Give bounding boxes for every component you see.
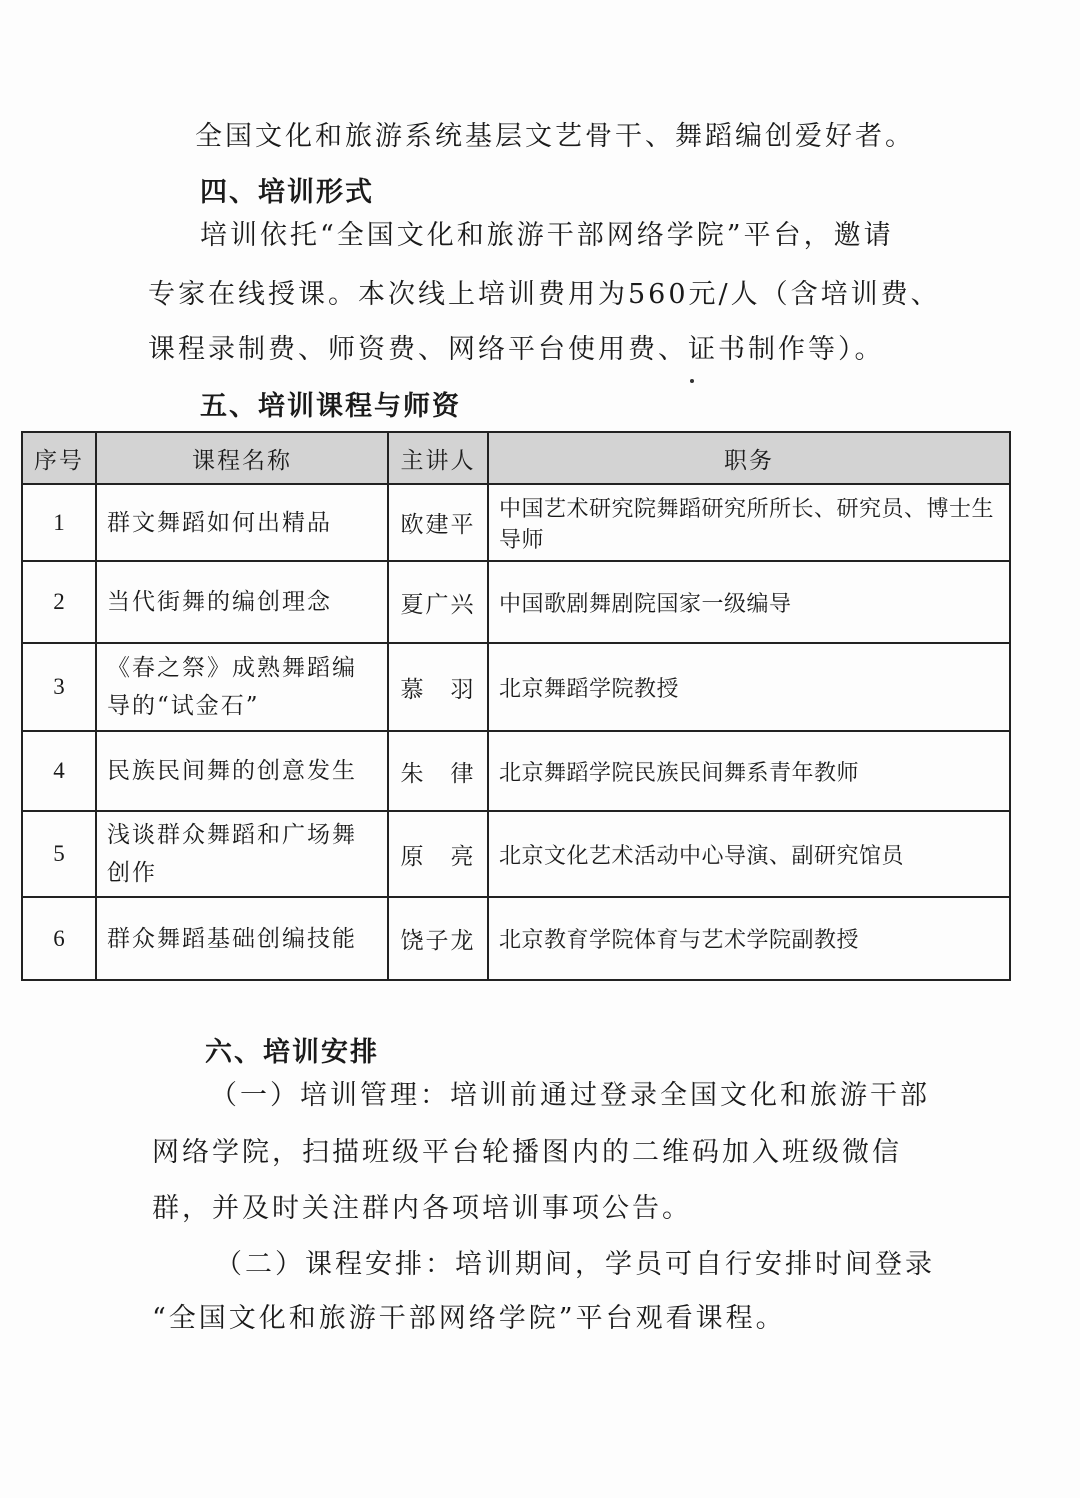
cell-lecturer: 慕 羽 bbox=[388, 643, 488, 731]
cell-seq: 2 bbox=[22, 561, 96, 643]
cell-seq: 5 bbox=[22, 811, 96, 897]
table-row bbox=[22, 897, 1010, 980]
section6-line-3: 群，并及时关注群内各项培训事项公告。 bbox=[152, 1193, 692, 1224]
cell-title: 北京教育学院体育与艺术学院副教授 bbox=[488, 897, 1010, 980]
cell-title: 中国歌剧舞剧院国家一级编导 bbox=[488, 561, 1010, 643]
stray-dot-mark bbox=[690, 379, 694, 383]
header-seq: 序号 bbox=[22, 432, 96, 484]
cell-course: 浅谈群众舞蹈和广场舞创作 bbox=[96, 811, 388, 897]
cell-title: 北京文化艺术活动中心导演、副研究馆员 bbox=[488, 811, 1010, 897]
intro-line: 全国文化和旅游系统基层文艺骨干、舞蹈编创爱好者。 bbox=[195, 121, 915, 152]
cell-lecturer: 饶子龙 bbox=[388, 897, 488, 980]
cell-seq: 6 bbox=[22, 897, 96, 980]
section6-line-1: （一）培训管理：培训前通过登录全国文化和旅游干部 bbox=[210, 1080, 930, 1111]
section5-heading: 五、培训课程与师资 bbox=[200, 391, 461, 422]
cell-course: 群文舞蹈如何出精品 bbox=[96, 484, 388, 561]
table-row bbox=[22, 561, 1010, 643]
section4-heading: 四、培训形式 bbox=[200, 177, 374, 208]
header-lecturer: 主讲人 bbox=[388, 432, 488, 484]
cell-lecturer: 朱 律 bbox=[388, 731, 488, 811]
table-row bbox=[22, 731, 1010, 811]
section4-line-1: 培训依托“全国文化和旅游干部网络学院”平台，邀请 bbox=[200, 220, 894, 251]
cell-lecturer: 夏广兴 bbox=[388, 561, 488, 643]
table-header-row bbox=[22, 432, 1010, 484]
cell-course: 群众舞蹈基础创编技能 bbox=[96, 897, 388, 980]
cell-seq: 1 bbox=[22, 484, 96, 561]
header-course: 课程名称 bbox=[96, 432, 388, 484]
cell-seq: 3 bbox=[22, 643, 96, 731]
table-row bbox=[22, 811, 1010, 897]
cell-lecturer: 原 亮 bbox=[388, 811, 488, 897]
cell-course: 《春之祭》成熟舞蹈编导的“试金石” bbox=[96, 643, 388, 731]
cell-course: 当代街舞的编创理念 bbox=[96, 561, 388, 643]
course-table bbox=[21, 431, 1011, 981]
cell-course: 民族民间舞的创意发生 bbox=[96, 731, 388, 811]
cell-title: 北京舞蹈学院民族民间舞系青年教师 bbox=[488, 731, 1010, 811]
table-row bbox=[22, 484, 1010, 561]
cell-title: 中国艺术研究院舞蹈研究所所长、研究员、博士生导师 bbox=[488, 484, 1010, 561]
section6-heading: 六、培训安排 bbox=[205, 1037, 379, 1068]
cell-lecturer: 欧建平 bbox=[388, 484, 488, 561]
cell-seq: 4 bbox=[22, 731, 96, 811]
table-row bbox=[22, 643, 1010, 731]
cell-title: 北京舞蹈学院教授 bbox=[488, 643, 1010, 731]
header-title: 职务 bbox=[488, 432, 1010, 484]
section4-line-2: 专家在线授课。本次线上培训费用为560元/人（含培训费、 bbox=[148, 279, 941, 310]
section6-line-4: （二）课程安排：培训期间，学员可自行安排时间登录 bbox=[215, 1249, 935, 1280]
section6-line-2: 网络学院，扫描班级平台轮播图内的二维码加入班级微信 bbox=[152, 1137, 902, 1168]
section6-line-5: “全国文化和旅游干部网络学院”平台观看课程。 bbox=[152, 1303, 786, 1334]
section4-line-3: 课程录制费、师资费、网络平台使用费、证书制作等）。 bbox=[148, 334, 885, 365]
